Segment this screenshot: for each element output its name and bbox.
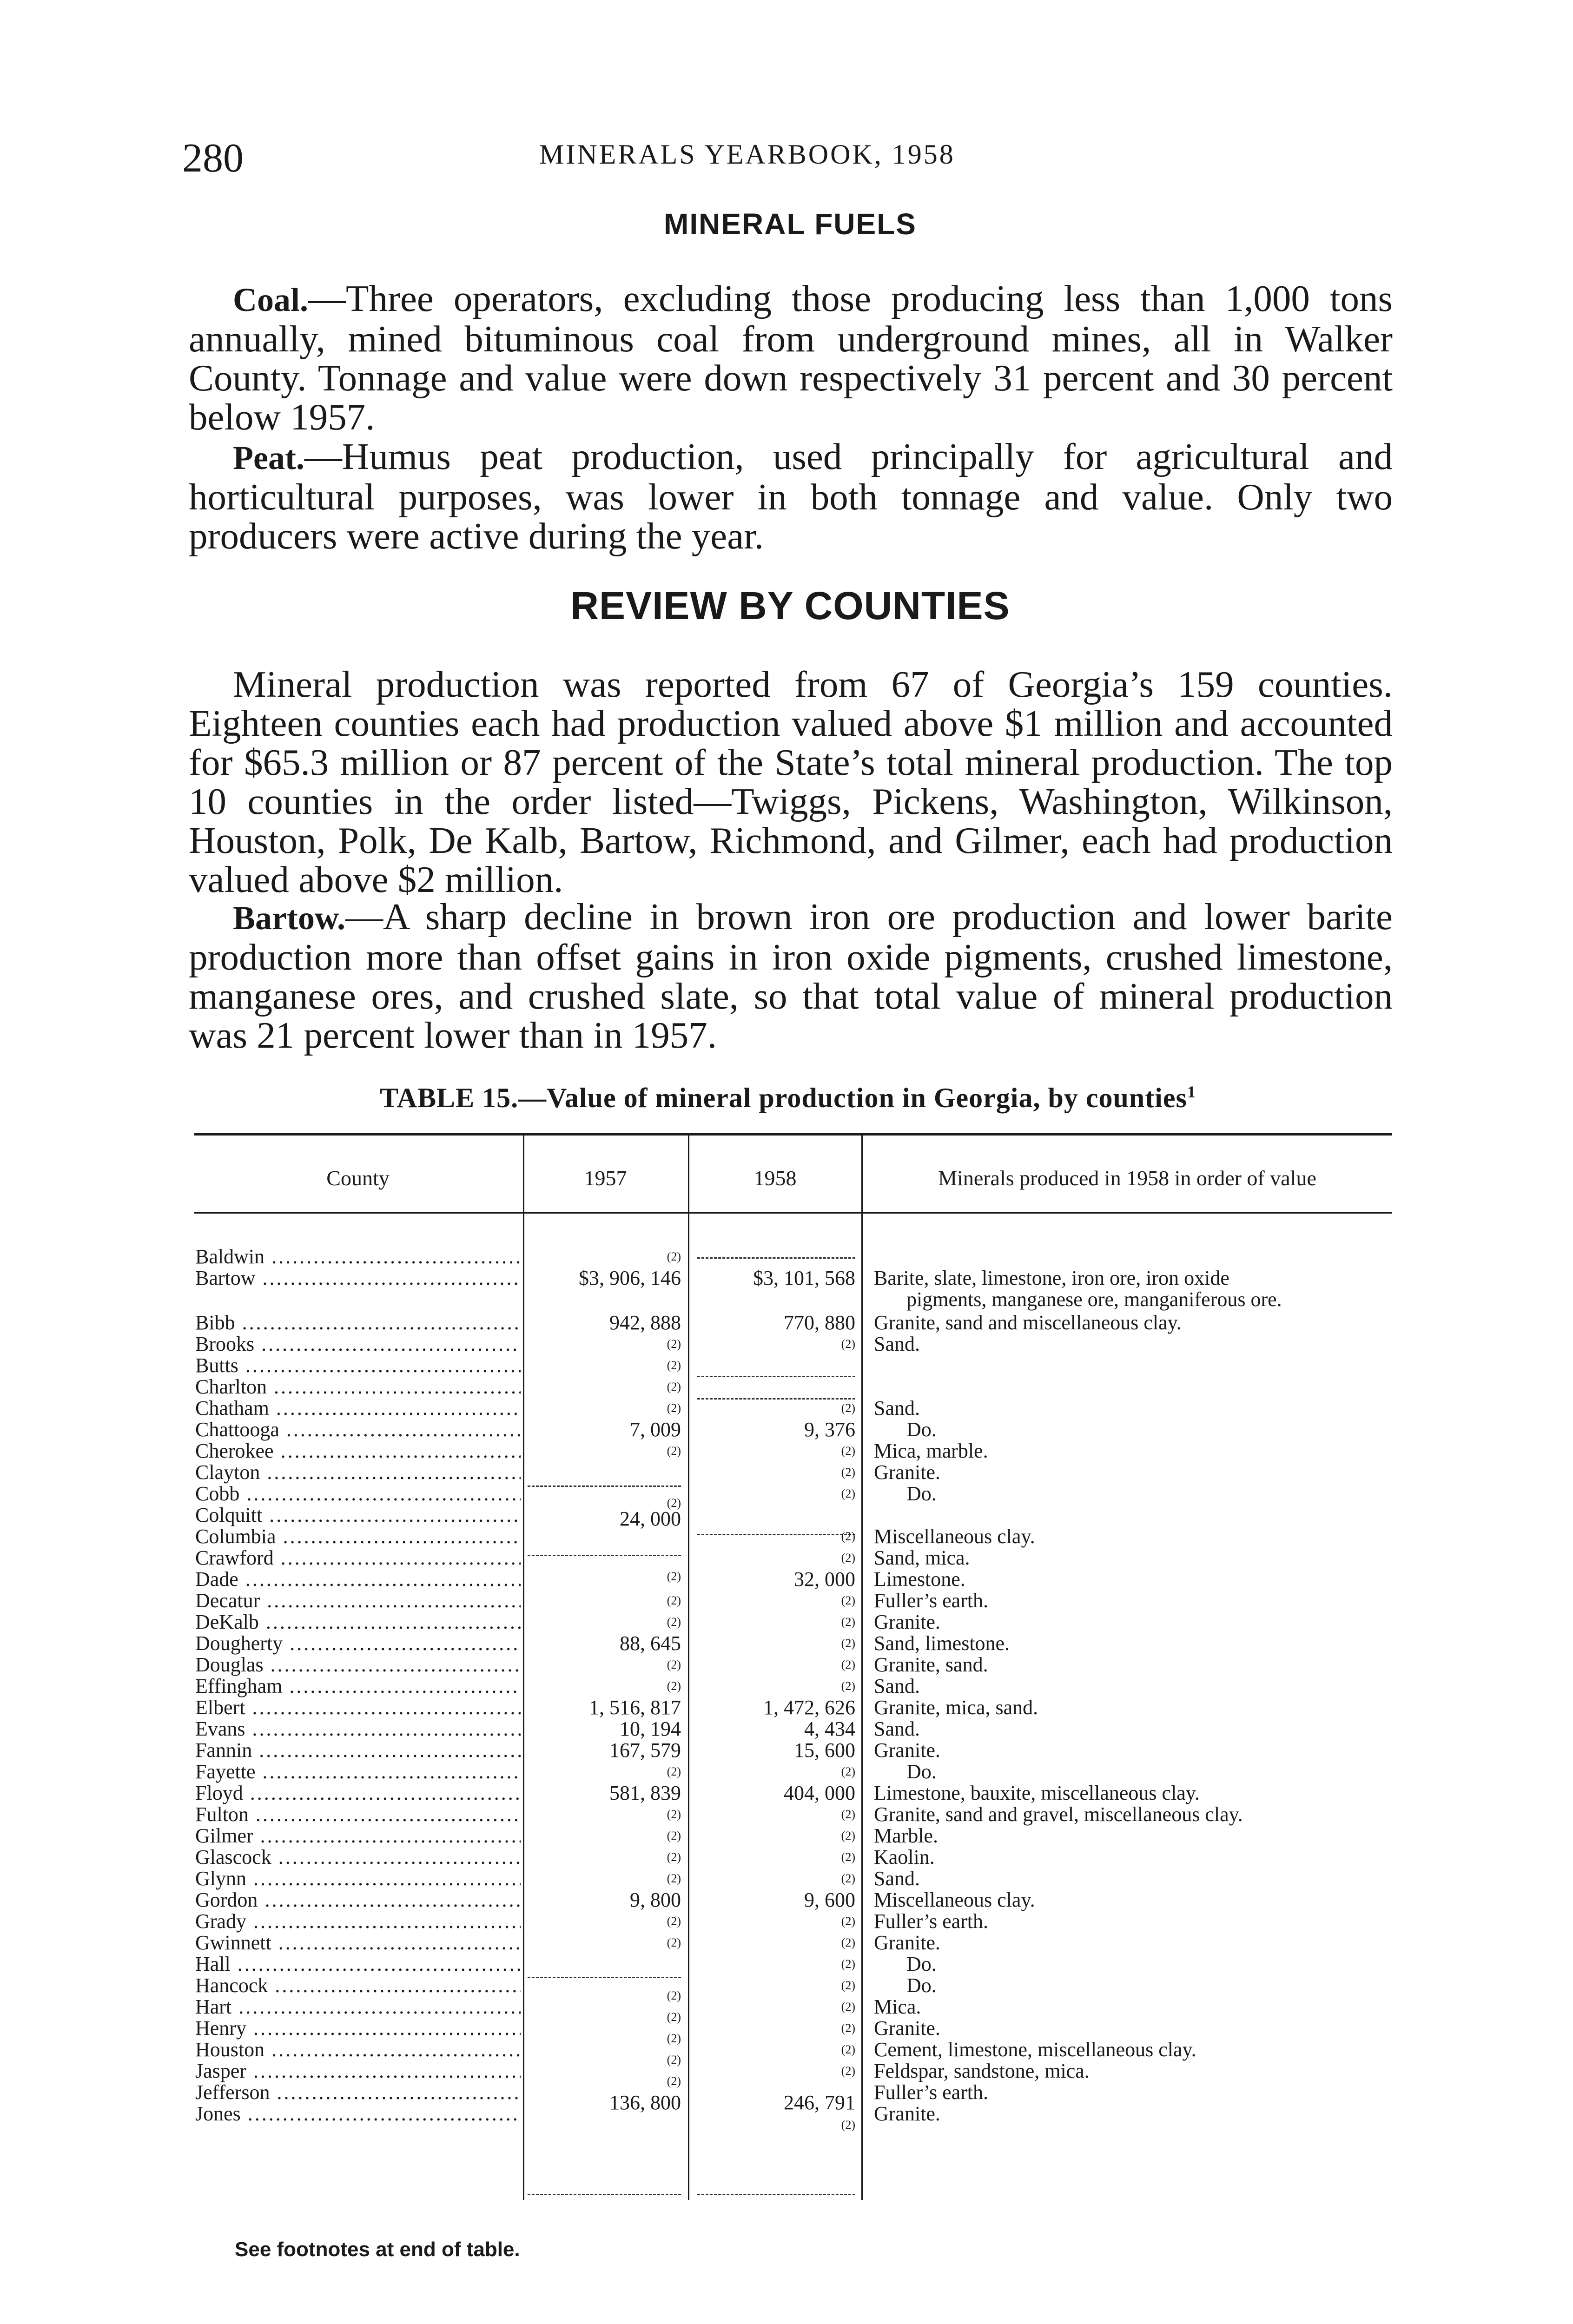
value-1958: (2) <box>841 1808 855 1821</box>
minerals-produced: Cement, limestone, miscellaneous clay. <box>874 2038 1196 2061</box>
column-separator-dashes <box>528 1555 681 1556</box>
value-1957: (2) <box>667 1444 681 1458</box>
county-name: Glynn ..... <box>195 1868 521 1890</box>
value-1957: (2) <box>667 2010 681 2024</box>
value-1958: (2) <box>841 1551 855 1565</box>
minerals-produced: Do. <box>906 1760 937 1783</box>
value-1958: 4, 434 <box>804 1717 855 1740</box>
value-1958: 404, 000 <box>784 1782 855 1804</box>
value-1957: (2) <box>667 1765 681 1778</box>
county-name: Gilmer ..... <box>195 1825 521 1847</box>
value-1957: (2) <box>667 2032 681 2045</box>
value-1958: (2) <box>841 1594 855 1607</box>
value-1957: (2) <box>667 1850 681 1864</box>
value-1957: (2) <box>667 1359 681 1372</box>
county-name: Cobb ..... <box>195 1483 521 1505</box>
county-name: Bartow ..... <box>195 1267 521 1289</box>
minerals-produced: Do. <box>906 1418 937 1441</box>
table-column-divider <box>523 1136 524 2200</box>
minerals-produced: Limestone. <box>874 1568 965 1591</box>
value-1957: (2) <box>667 1496 681 1510</box>
value-1957: (2) <box>667 1337 681 1351</box>
county-name: Fayette ..... <box>195 1761 521 1783</box>
value-1958: 770, 880 <box>784 1311 855 1334</box>
county-name: Hart ..... <box>195 1996 521 2018</box>
county-name: Elbert ..... <box>195 1697 521 1719</box>
value-1957: 167, 579 <box>609 1739 681 1762</box>
county-name: Hall ..... <box>195 1953 521 1975</box>
value-1957: (2) <box>667 1401 681 1415</box>
value-1958: (2) <box>841 1829 855 1842</box>
table-title <box>186 1082 1390 1114</box>
county-name: Decatur ..... <box>195 1590 521 1612</box>
value-1958: (2) <box>841 2064 855 2078</box>
column-header-1958: 1958 <box>753 1166 797 1190</box>
minerals-produced: Fuller’s earth. <box>874 1589 989 1612</box>
column-separator-dashes <box>697 1376 855 1377</box>
value-1958: (2) <box>841 1679 855 1693</box>
county-name: Fulton ..... <box>195 1803 521 1826</box>
column-header-county: County <box>326 1166 390 1190</box>
value-1957: 24, 000 <box>620 1507 681 1530</box>
value-1958: (2) <box>841 1466 855 1479</box>
value-1958: (2) <box>841 1872 855 1885</box>
minerals-produced: Mica, marble. <box>874 1439 988 1462</box>
value-1958: (2) <box>841 1615 855 1629</box>
value-1957: 7, 009 <box>630 1418 681 1441</box>
minerals-produced: Sand. <box>874 1397 920 1419</box>
value-1957: (2) <box>667 1250 681 1263</box>
value-1958: 1, 472, 626 <box>763 1696 855 1719</box>
column-separator-dashes <box>528 1977 681 1978</box>
minerals-produced: Granite, mica, sand. <box>874 1696 1038 1719</box>
value-1958: 9, 600 <box>804 1888 855 1911</box>
value-1958: (2) <box>841 1658 855 1671</box>
table-title-footnote: 1 <box>1187 1083 1196 1101</box>
minerals-produced: Limestone, bauxite, miscellaneous clay. <box>874 1782 1200 1804</box>
value-1958: (2) <box>841 2021 855 2035</box>
bartow-lead: Bartow. <box>233 899 345 937</box>
value-1958: (2) <box>841 1765 855 1778</box>
minerals-produced: Granite, sand and gravel, miscellaneous clay. <box>874 1803 1243 1826</box>
see-footnotes-note: See footnotes at end of table. <box>235 2238 520 2261</box>
minerals-produced: Barite, slate, limestone, iron ore, iron oxide <box>874 1267 1229 1289</box>
table-top-rule <box>194 1133 1392 1136</box>
value-1957: $3, 906, 146 <box>579 1267 681 1289</box>
county-name: Henry ..... <box>195 2017 521 2040</box>
value-1958: (2) <box>841 2043 855 2056</box>
county-name: Gordon ..... <box>195 1889 521 1911</box>
table-column-divider <box>861 1136 863 2200</box>
value-1957: 88, 645 <box>620 1632 681 1655</box>
county-name: Jones ..... <box>195 2103 521 2125</box>
minerals-produced: Fuller’s earth. <box>874 1910 989 1933</box>
value-1958: (2) <box>841 2118 855 2132</box>
minerals-produced: Sand. <box>874 1717 920 1740</box>
minerals-produced: Sand. <box>874 1333 920 1355</box>
minerals-produced: Granite. <box>874 1611 940 1633</box>
minerals-produced: Granite. <box>874 1931 940 1954</box>
value-1958: 32, 000 <box>794 1568 855 1591</box>
minerals-produced: Do. <box>906 1974 937 1997</box>
value-1958: (2) <box>841 1337 855 1351</box>
county-name: Charlton ..... <box>195 1376 521 1398</box>
value-1957: (2) <box>667 1829 681 1842</box>
value-1957: 1, 516, 817 <box>589 1696 681 1719</box>
value-1958: (2) <box>841 1637 855 1650</box>
county-name: Brooks ..... <box>195 1333 521 1355</box>
value-1957: (2) <box>667 1594 681 1607</box>
county-name: Effingham ..... <box>195 1675 521 1697</box>
county-name: Colquitt ..... <box>195 1504 521 1526</box>
value-1958: 15, 600 <box>794 1739 855 1762</box>
county-name: Dougherty ..... <box>195 1632 521 1655</box>
bartow-text: —A sharp decline in brown iron ore production and lower barite production more than offset gains in iron oxide pigments, crushed limestone, manganese ores, and crushed slate, so that total value of mineral production was 21 percent lower than in 1957. <box>189 896 1393 1056</box>
value-1957: (2) <box>667 2053 681 2067</box>
value-1957: (2) <box>667 1936 681 1949</box>
value-1957: (2) <box>667 1570 681 1583</box>
county-name: Chattooga ..... <box>195 1419 521 1441</box>
column-separator-dashes <box>528 1486 681 1487</box>
county-name: Butts ..... <box>195 1354 521 1377</box>
minerals-produced: Sand, mica. <box>874 1546 970 1569</box>
table-header-rule <box>194 1212 1392 1214</box>
county-name: Dade ..... <box>195 1568 521 1591</box>
page-number: 280 <box>182 136 244 181</box>
minerals-produced: Do. <box>906 1953 937 1975</box>
county-name: Crawford ..... <box>195 1547 521 1569</box>
county-name: Houston ..... <box>195 2039 521 2061</box>
value-1958: (2) <box>841 1530 855 1543</box>
paragraph-peat <box>189 437 1393 555</box>
county-name: Glascock ..... <box>195 1846 521 1868</box>
column-separator-dashes <box>528 2194 681 2195</box>
value-1958: 246, 791 <box>784 2091 855 2114</box>
value-1957: (2) <box>667 1380 681 1393</box>
paragraph-review <box>189 665 1393 899</box>
value-1957: 136, 800 <box>609 2091 681 2114</box>
county-name: Fannin ..... <box>195 1739 521 1762</box>
value-1957: (2) <box>667 1872 681 1885</box>
section-title-mineral-fuels: MINERAL FUELS <box>664 207 917 241</box>
paragraph-coal <box>189 279 1393 436</box>
county-name: Bibb ..... <box>195 1312 521 1334</box>
minerals-produced: Miscellaneous clay. <box>874 1888 1035 1911</box>
column-header-1957: 1957 <box>584 1166 627 1190</box>
minerals-produced: Sand, limestone. <box>874 1632 1010 1655</box>
column-separator-dashes <box>697 2194 855 2195</box>
value-1958: (2) <box>841 1487 855 1500</box>
county-name: Chatham ..... <box>195 1397 521 1419</box>
column-separator-dashes <box>697 1257 855 1259</box>
value-1958: (2) <box>841 1444 855 1458</box>
county-name: Grady ..... <box>195 1910 521 1933</box>
county-name: Jasper ..... <box>195 2060 521 2082</box>
value-1957: (2) <box>667 1808 681 1821</box>
column-header-minerals: Minerals produced in 1958 in order of value <box>938 1166 1316 1190</box>
minerals-produced: Granite. <box>874 2017 940 2040</box>
value-1957: (2) <box>667 1658 681 1671</box>
minerals-produced: Granite. <box>874 2102 940 2125</box>
value-1958: 9, 376 <box>804 1418 855 1441</box>
value-1957: (2) <box>667 1615 681 1629</box>
paragraph-bartow <box>189 897 1393 1055</box>
value-1958: (2) <box>841 1979 855 1992</box>
minerals-produced: Do. <box>906 1482 937 1505</box>
review-text: Mineral production was reported from 67 of Georgia’s 159 counties. Eighteen counties each had production valued above $1 million and accounted for $65.3 million or 87 percent of the State’s total mineral production. The top 10 counties in the order listed—Twiggs, Pickens, Washington, Wilkinson, Houston, Polk, De Kalb, Bartow, Richmond, and Gilmer, each had production valued above $2 million. <box>189 663 1393 900</box>
county-name: Cherokee ..... <box>195 1440 521 1462</box>
value-1957: 581, 839 <box>609 1782 681 1804</box>
minerals-produced: Granite, sand and miscellaneous clay. <box>874 1311 1182 1334</box>
minerals-produced: Sand. <box>874 1867 920 1890</box>
minerals-produced: Granite. <box>874 1461 940 1484</box>
minerals-produced: Kaolin. <box>874 1846 935 1868</box>
value-1957: (2) <box>667 1679 681 1693</box>
county-name: Evans ..... <box>195 1718 521 1740</box>
value-1957: 10, 194 <box>620 1717 681 1740</box>
county-name: Baldwin ..... <box>195 1246 521 1268</box>
table-column-divider <box>688 1136 689 2200</box>
section-title-review-by-counties: REVIEW BY COUNTIES <box>570 584 1010 627</box>
value-1957: 942, 888 <box>609 1311 681 1334</box>
value-1958: (2) <box>841 1936 855 1949</box>
minerals-produced: Feldspar, sandstone, mica. <box>874 2060 1090 2082</box>
peat-text: —Humus peat production, used principally for agricultural and horticultural purposes, was lower in both tonnage and value. Only two producers were active during the year. <box>189 436 1393 557</box>
coal-lead: Coal. <box>233 281 308 318</box>
coal-text: —Three operators, excluding those producing less than 1,000 tons annually, mined bituminous coal from underground mines, all in Walker County. Tonnage and value were down respectively 31 percent and 30 percent below 1957. <box>189 277 1393 438</box>
minerals-produced: Miscellaneous clay. <box>874 1525 1035 1548</box>
value-1958: (2) <box>841 1401 855 1415</box>
county-name: Jefferson ..... <box>195 2081 521 2104</box>
minerals-produced: pigments, manganese ore, manganiferous ore. <box>906 1288 1282 1311</box>
county-name: DeKalb ..... <box>195 1611 521 1633</box>
value-1958: $3, 101, 568 <box>753 1267 855 1289</box>
value-1958: (2) <box>841 1957 855 1971</box>
minerals-produced: Sand. <box>874 1675 920 1697</box>
value-1957: (2) <box>667 1989 681 2002</box>
minerals-produced: Marble. <box>874 1824 939 1847</box>
running-head: MINERALS YEARBOOK, 1958 <box>539 139 955 170</box>
minerals-produced: Fuller’s earth. <box>874 2081 989 2104</box>
value-1957: (2) <box>667 1915 681 1928</box>
table-title-text: TABLE 15.—Value of mineral production in Georgia, by counties <box>380 1083 1187 1113</box>
value-1958: (2) <box>841 1915 855 1928</box>
peat-lead: Peat. <box>233 439 304 476</box>
value-1958: (2) <box>841 1850 855 1864</box>
county-name: Douglas ..... <box>195 1654 521 1676</box>
value-1957: 9, 800 <box>630 1888 681 1911</box>
value-1957: (2) <box>667 2074 681 2088</box>
minerals-produced: Granite. <box>874 1739 940 1762</box>
minerals-produced: Granite, sand. <box>874 1653 988 1676</box>
county-name: Hancock ..... <box>195 1974 521 1997</box>
value-1958: (2) <box>841 2000 855 2014</box>
minerals-produced: Mica. <box>874 1995 921 2018</box>
county-name: Gwinnett ..... <box>195 1932 521 1954</box>
county-name: Columbia ..... <box>195 1525 521 1548</box>
county-name: Floyd ..... <box>195 1782 521 1804</box>
county-name: Clayton ..... <box>195 1461 521 1484</box>
